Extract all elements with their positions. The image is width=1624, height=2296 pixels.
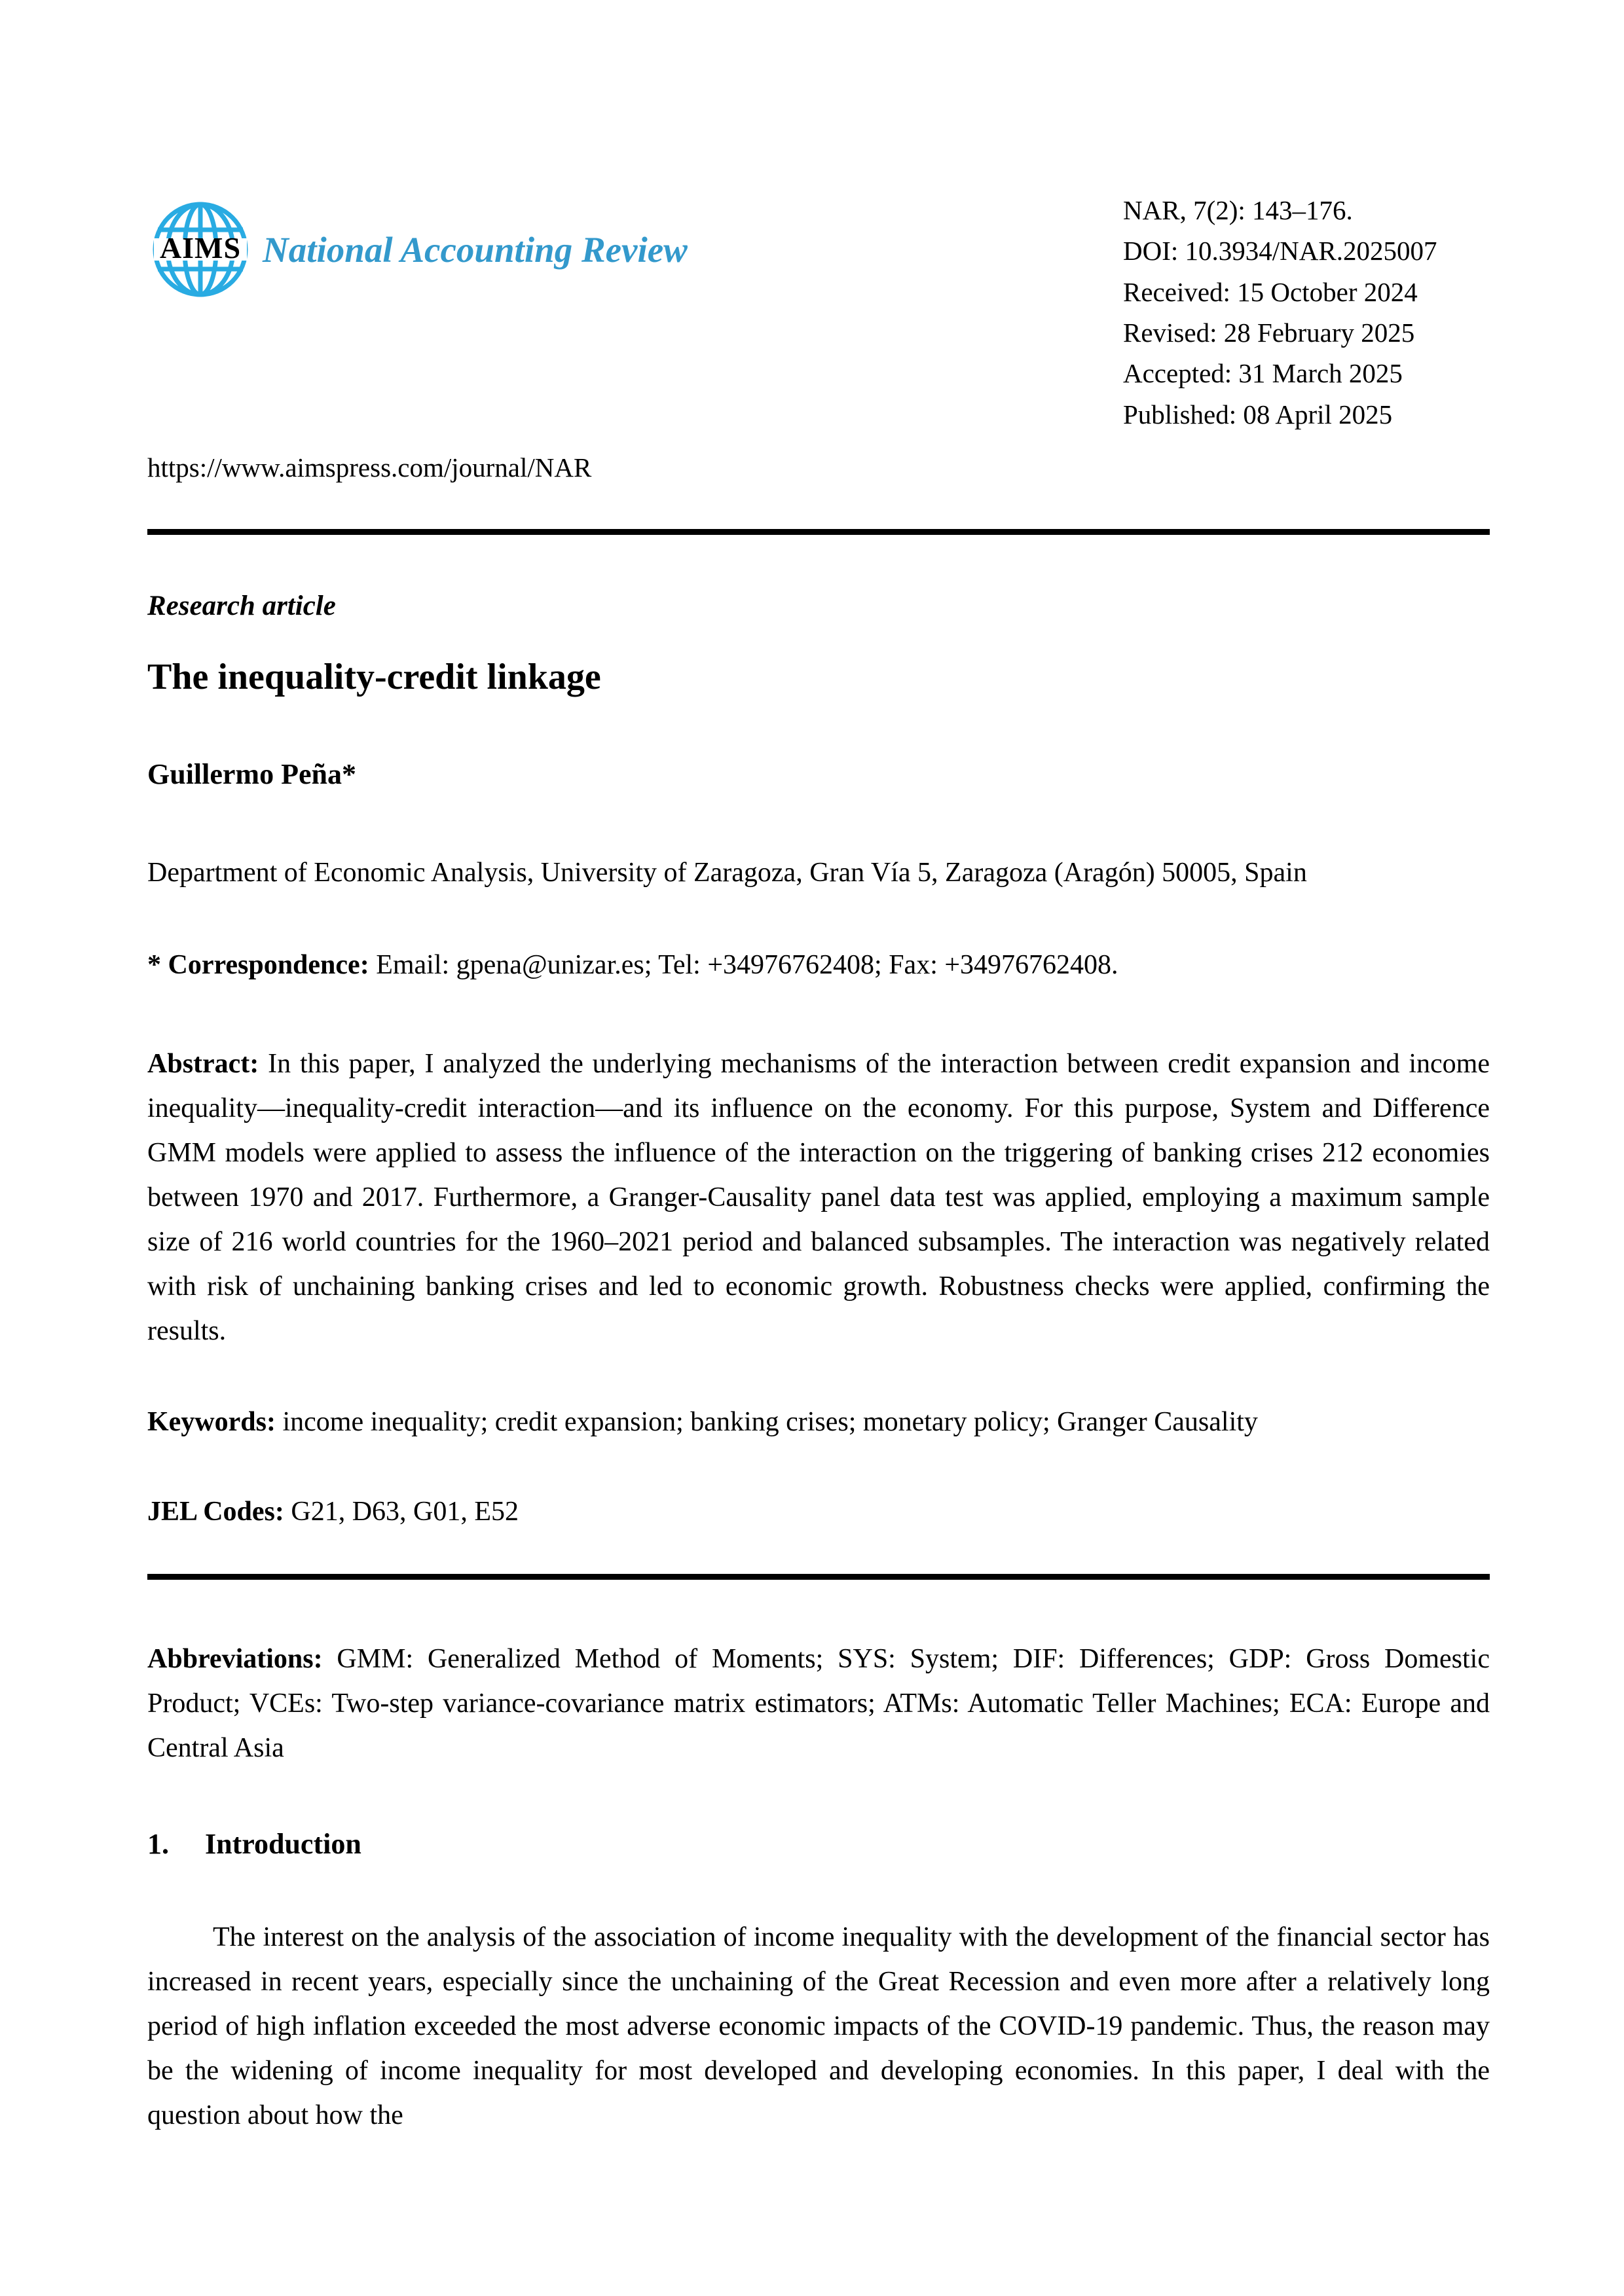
abstract-paragraph xyxy=(147,1042,1490,1353)
abstract-text: In this paper, I analyzed the underlying mechanisms of the interaction between credit expansion and income inequality—inequality-credit interaction—and its influence on the economy. For this purpose, System and Difference GMM models were applied to assess the influence of the interaction on the triggering of banking crises 212 economies between 1970 and 2017. Furthermore, a Granger-Causality panel data test was applied, employing a maximum sample size of 216 world countries for the 1960–2021 period and balanced subsamples. The interaction was negatively related with risk of unchaining banking crises and led to economic growth. Robustness checks were applied, confirming the results. xyxy=(147,1048,1490,1347)
correspondence-line xyxy=(147,945,1490,985)
page-header xyxy=(147,190,1490,452)
jel-codes-label: JEL Codes: xyxy=(147,1497,284,1527)
author-affiliation: Department of Economic Analysis, University of Zaragoza, Gran Vía 5, Zaragoza (Aragón) 50005, Spain xyxy=(147,858,1307,888)
journal-branding xyxy=(147,196,688,302)
section-divider-rule xyxy=(147,1574,1490,1580)
correspondence-label: * Correspondence: xyxy=(147,949,369,980)
section-number: 1. xyxy=(147,1828,169,1861)
journal-title: National Accounting Review xyxy=(263,229,688,270)
published-date: Published: 08 April 2025 xyxy=(1123,399,1393,429)
abstract-label: Abstract: xyxy=(147,1048,259,1079)
keywords-label: Keywords: xyxy=(147,1407,276,1438)
page-title: The inequality-credit linkage xyxy=(147,656,601,697)
introduction-paragraph: The interest on the analysis of the association of income inequality with the development of the financial sector has increased in recent years, especially since the unchaining of the Great Recession and even more after a relatively long period of high inflation exceeded the most adverse economic impacts of the COVID-19 pandemic. Thus, the reason may be the widening of income inequality for most developed and developing economies. In this paper, I deal with the question about how the xyxy=(147,1922,1490,2131)
accepted-date: Accepted: 31 March 2025 xyxy=(1123,358,1403,389)
jel-codes-text: G21, D63, G01, E52 xyxy=(284,1497,519,1527)
abbreviations-paragraph xyxy=(147,1637,1490,1770)
publication-metadata xyxy=(1123,190,1490,435)
abbreviations-label: Abbreviations: xyxy=(147,1644,323,1674)
article-frontmatter xyxy=(147,589,1490,1533)
article-bodymatter xyxy=(147,1637,1490,2138)
journal-url[interactable]: https://www.aimspress.com/journal/NAR xyxy=(147,452,592,483)
revised-date: Revised: 28 February 2025 xyxy=(1123,317,1415,348)
citation-line: NAR, 7(2): 143–176. xyxy=(1123,195,1353,225)
received-date: Received: 15 October 2024 xyxy=(1123,276,1418,307)
section-heading-introduction xyxy=(147,1825,1490,1863)
doi-line: DOI: 10.3934/NAR.2025007 xyxy=(1123,236,1437,266)
aims-globe-logo xyxy=(147,196,253,302)
keywords-line xyxy=(147,1402,1490,1443)
abbreviations-text: GMM: Generalized Method of Moments; SYS: System; DIF: Differences; GDP: Gross Domestic Product; VCEs: Two-step variance-covariance matrix estimators; ATMs: Automatic Teller Machines; ECA: Europe and Central Asia xyxy=(147,1644,1490,1764)
keywords-text: income inequality; credit expansion; banking crises; monetary policy; Granger Causality xyxy=(275,1407,1258,1438)
jel-codes-line xyxy=(147,1491,1490,1533)
header-divider-rule xyxy=(147,529,1490,535)
aims-wordmark: AIMS xyxy=(159,231,242,264)
section-title: Introduction xyxy=(205,1828,361,1861)
article-type-label: Research article xyxy=(147,591,336,621)
author-name: Guillermo Peña* xyxy=(147,757,356,790)
correspondence-details: Email: gpena@unizar.es; Tel: +34976762408; Fax: +34976762408. xyxy=(369,949,1118,980)
